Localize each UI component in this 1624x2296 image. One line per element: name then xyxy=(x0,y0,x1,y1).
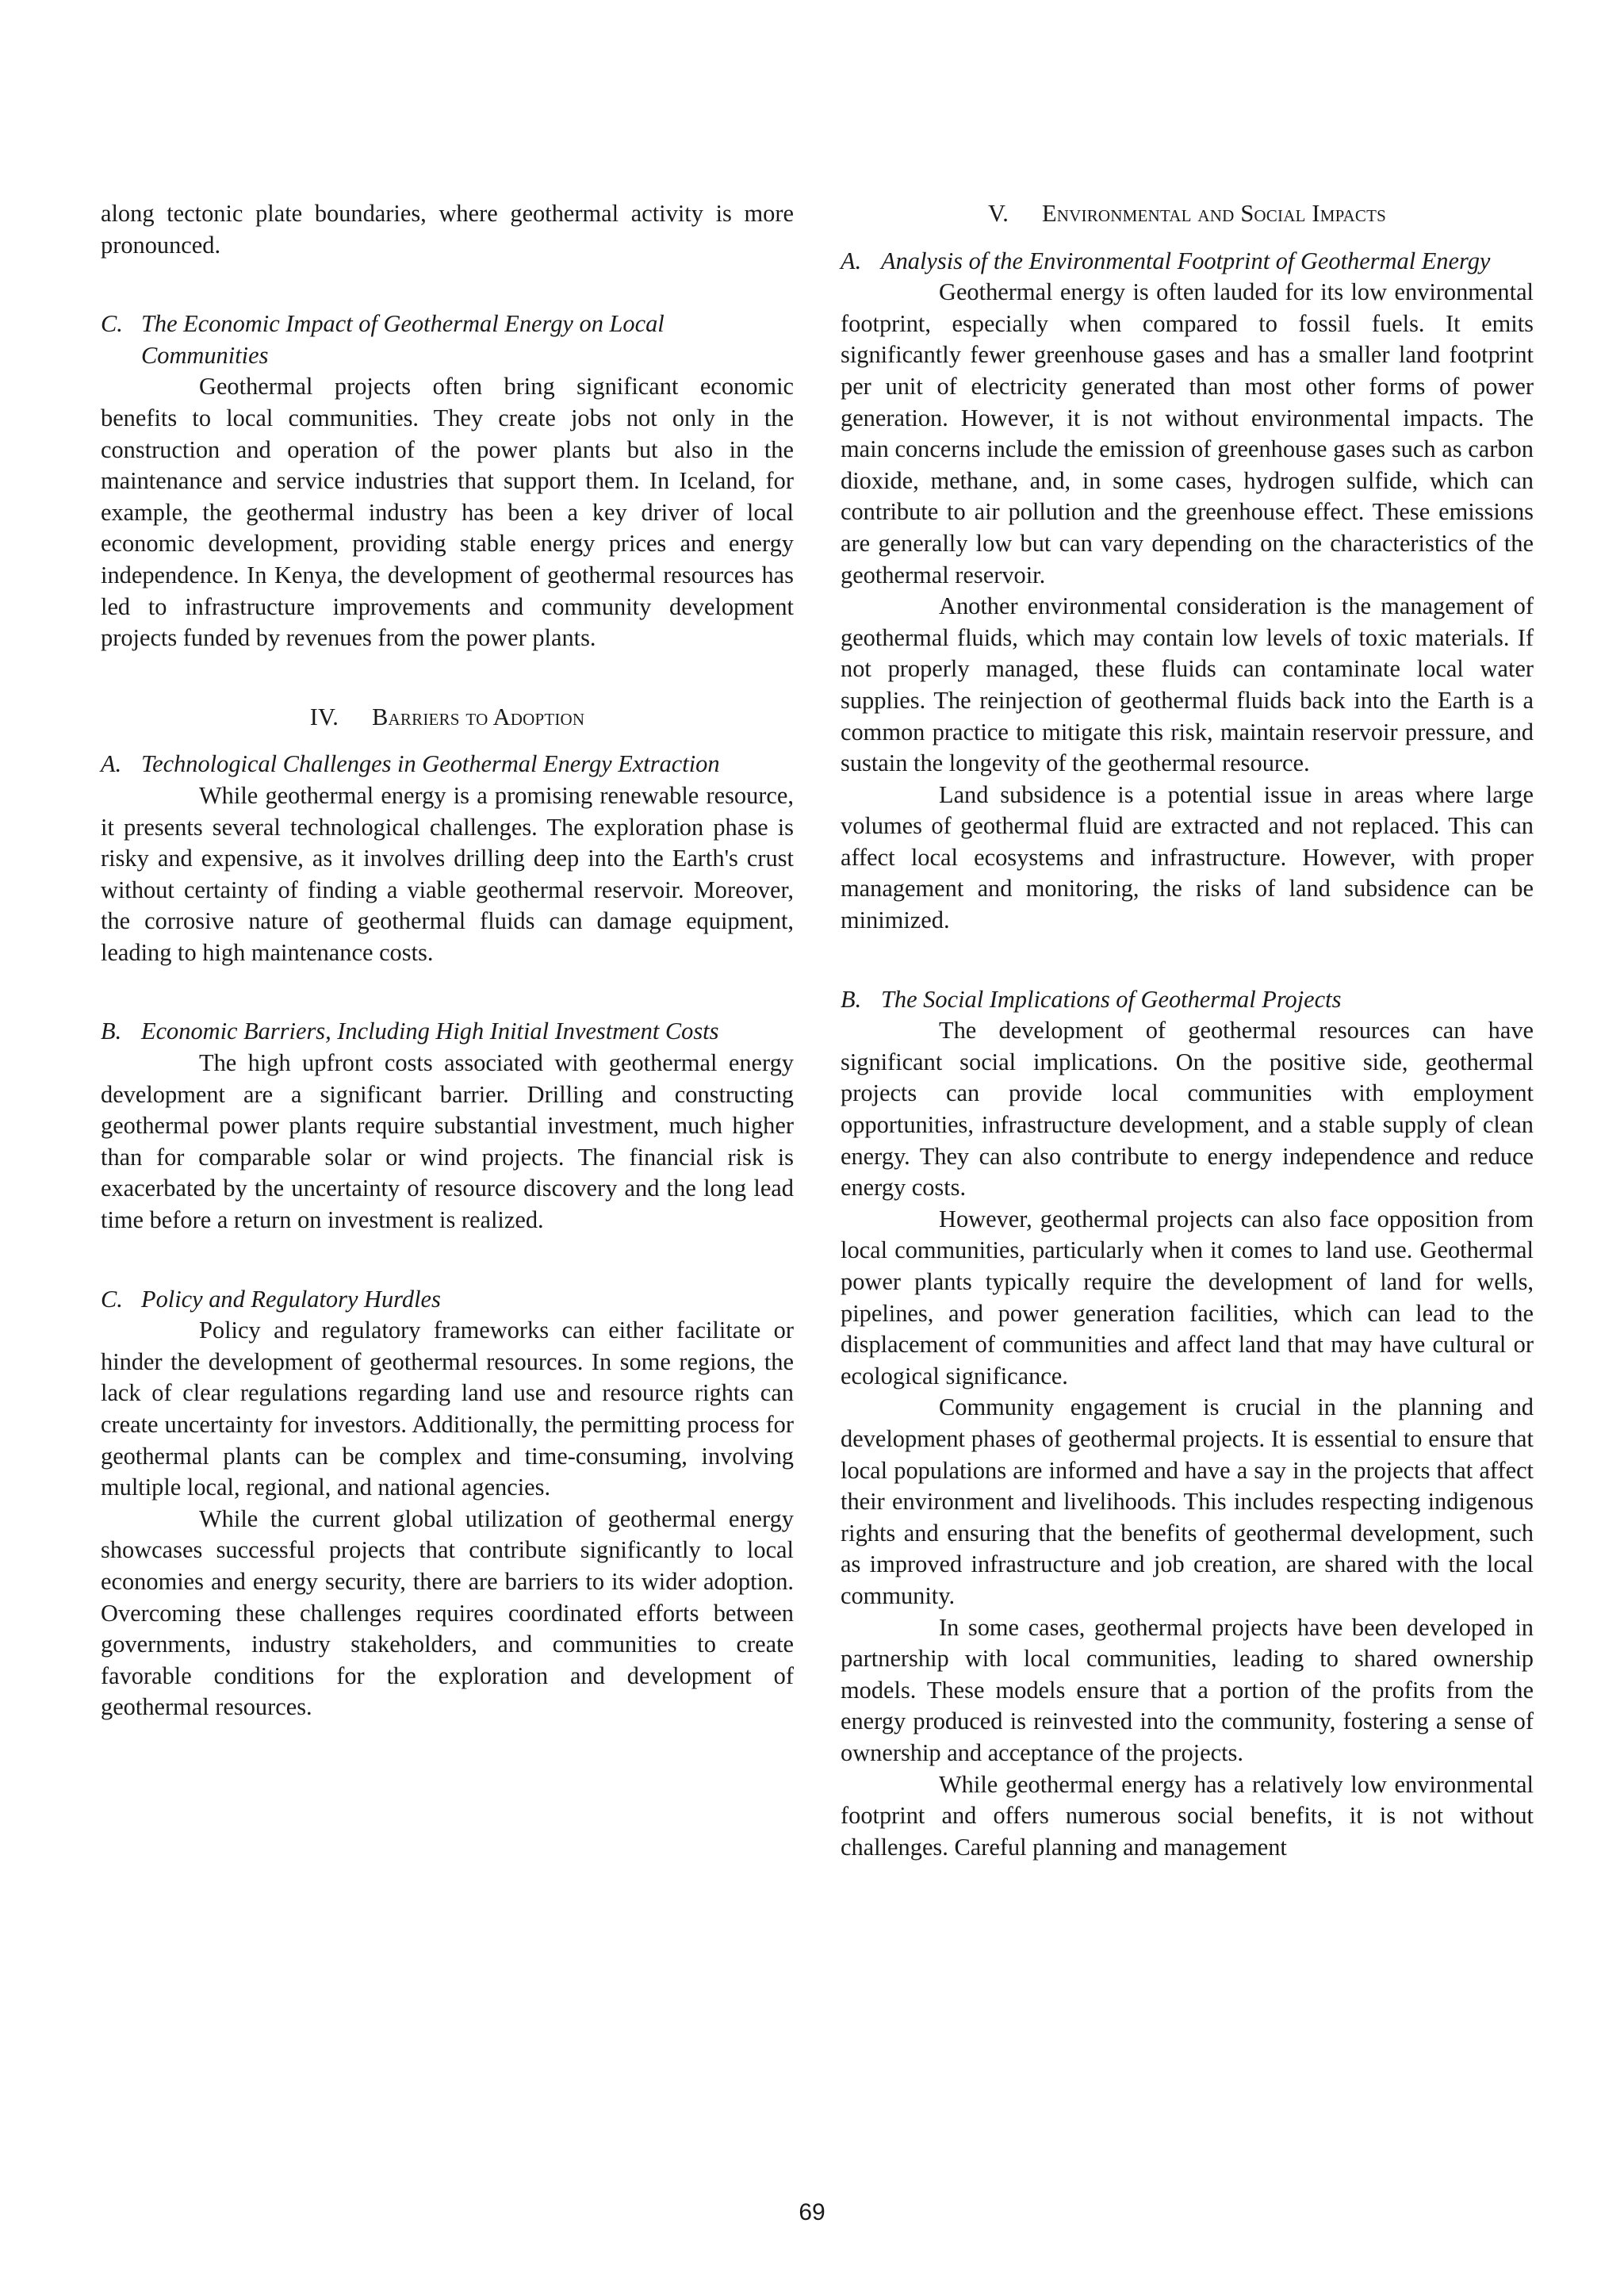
paragraph: However, geothermal projects can also face opposition from local communities, particularly when it comes to land use. Geothermal power plants typically require the development of land for wells, pipelines, and power generation facilities, which can lead to the displacement of communities and affect land that may have cultural or ecological significance. xyxy=(841,1205,1534,1389)
paragraph: Geothermal energy is often lauded for its low environmental footprint, especially when compared to fossil fuels. It emits significantly fewer greenhouse gases and has a smaller land footprint per unit of electricity generated than most other forms of power generation. However, it is not without environmental impacts. The main concerns include the emission of greenhouse gases such as carbon dioxide, methane, and, in some cases, hydrogen sulfide, which can contribute to air pollution and the greenhouse effect. These emissions are generally low but can vary depending on the characteristics of the geothermal reservoir. xyxy=(841,278,1534,588)
section-heading-5 xyxy=(841,198,1534,230)
subsection-letter: C. xyxy=(101,310,123,338)
section-title: Environmental and Social Impacts xyxy=(1042,200,1387,227)
section-title: Barriers to Adoption xyxy=(372,703,585,730)
subsection-letter: A. xyxy=(841,247,862,274)
paragraph: While geothermal energy is a promising renewable resource, it presents several technological challenges. The exploration phase is risky and expensive, as it involves drilling deep into the Earth's crust without certainty of finding a viable geothermal reservoir. Moreover, the corrosive nature of geothermal fluids can damage equipment, leading to high maintenance costs. xyxy=(101,781,794,966)
subsection-letter: B. xyxy=(101,1018,122,1045)
subsection-title: The Social Implications of Geothermal Projects xyxy=(881,985,1342,1013)
paragraph: The high upfront costs associated with geothermal energy development are a significant barrier. Drilling and constructing geothermal power plants require substantial investment, much higher than for comparable solar or wind projects. The financial risk is exacerbated by the uncertainty of resource discovery and the long lead time before a return on investment is realized. xyxy=(101,1049,794,1234)
subsection-title: Policy and Regulatory Hurdles xyxy=(141,1285,441,1313)
section-number: IV. xyxy=(309,703,339,730)
subsection-title: Analysis of the Environmental Footprint of Geothermal Energy xyxy=(881,247,1491,274)
subsection-letter: C. xyxy=(101,1285,123,1313)
intro-continuation: along tectonic plate boundaries, where geothermal activity is more pronounced. xyxy=(101,200,794,259)
subsection-heading-4a xyxy=(101,749,794,780)
subsection-letter: B. xyxy=(841,985,862,1013)
subsection-title: The Economic Impact of Geothermal Energy on Local Communities xyxy=(141,310,665,369)
subsection-heading-5a xyxy=(841,246,1534,278)
subsection-heading-4c xyxy=(101,1284,794,1316)
subsection-heading-4b xyxy=(101,1016,794,1048)
subsection-letter: A. xyxy=(101,750,122,778)
section-number: V. xyxy=(987,200,1009,227)
paragraph: Land subsidence is a potential issue in areas where large volumes of geothermal fluid are extracted and not replaced. This can affect local ecosystems and infrastructure. However, with proper management and monitoring, the risks of land subsidence can be minimized. xyxy=(841,780,1534,934)
subsection-heading-3c xyxy=(101,309,794,371)
paragraph: Community engagement is crucial in the planning and development phases of geothermal projects. It is essential to ensure that local populations are informed and have a say in the projects that affect their environment and livelihoods. This includes respecting indigenous rights and ensuring that the benefits of geothermal development, such as improved infrastructure and job creation, are shared with the local community. xyxy=(841,1393,1534,1609)
subsection-heading-5b xyxy=(841,984,1534,1016)
subsection-title: Economic Barriers, Including High Initial Investment Costs xyxy=(141,1018,719,1045)
paragraph: While the current global utilization of geothermal energy showcases successful projects that contribute significantly to local economies and energy security, there are barriers to its wider adoption. Overcoming these challenges requires coordinated efforts between governments, industry stakeholders, and communities to create favorable conditions for the exploration and development of geothermal resources. xyxy=(101,1504,794,1721)
left-column xyxy=(101,198,794,1723)
subsection-title: Technological Challenges in Geothermal Energy Extraction xyxy=(141,750,720,778)
paragraph: Policy and regulatory frameworks can either facilitate or hinder the development of geothermal resources. In some regions, the lack of clear regulations regarding land use and resource rights can create uncertainty for investors. Additionally, the permitting process for geothermal plants can be complex and time-consuming, involving multiple local, regional, and national agencies. xyxy=(101,1317,794,1501)
page-number: 69 xyxy=(799,2199,825,2225)
paragraph: Geothermal projects often bring significant economic benefits to local communities. They create jobs not only in the construction and operation of the power plants but also in the maintenance and service industries that support them. In Iceland, for example, the geothermal industry has been a key driver of local economic development, providing stable energy prices and energy independence. In Kenya, the development of geothermal resources has led to infrastructure improvements and community development projects funded by revenues from the power plants. xyxy=(101,373,794,652)
paragraph: Another environmental consideration is the management of geothermal fluids, which may contain low levels of toxic materials. If not properly managed, these fluids can contaminate local water supplies. The reinjection of geothermal fluids back into the Earth is a common practice to mitigate this risk, maintain reservoir pressure, and sustain the longevity of the geothermal resource. xyxy=(841,592,1534,777)
paragraph: In some cases, geothermal projects have been developed in partnership with local communities, leading to shared ownership models. These models ensure that a portion of the profits from the energy produced is reinvested into the community, fostering a sense of ownership and acceptance of the projects. xyxy=(841,1613,1534,1766)
right-column xyxy=(841,198,1534,1863)
paragraph: While geothermal energy has a relatively low environmental footprint and offers numerous social benefits, it is not without challenges. Careful planning and management xyxy=(841,1770,1534,1861)
paragraph: The development of geothermal resources can have significant social implications. On the positive side, geothermal projects can provide local communities with employment opportunities, infrastructure development, and a stable supply of clean energy. They can also contribute to energy independence and reduce energy costs. xyxy=(841,1017,1534,1202)
section-heading-4 xyxy=(101,702,794,734)
